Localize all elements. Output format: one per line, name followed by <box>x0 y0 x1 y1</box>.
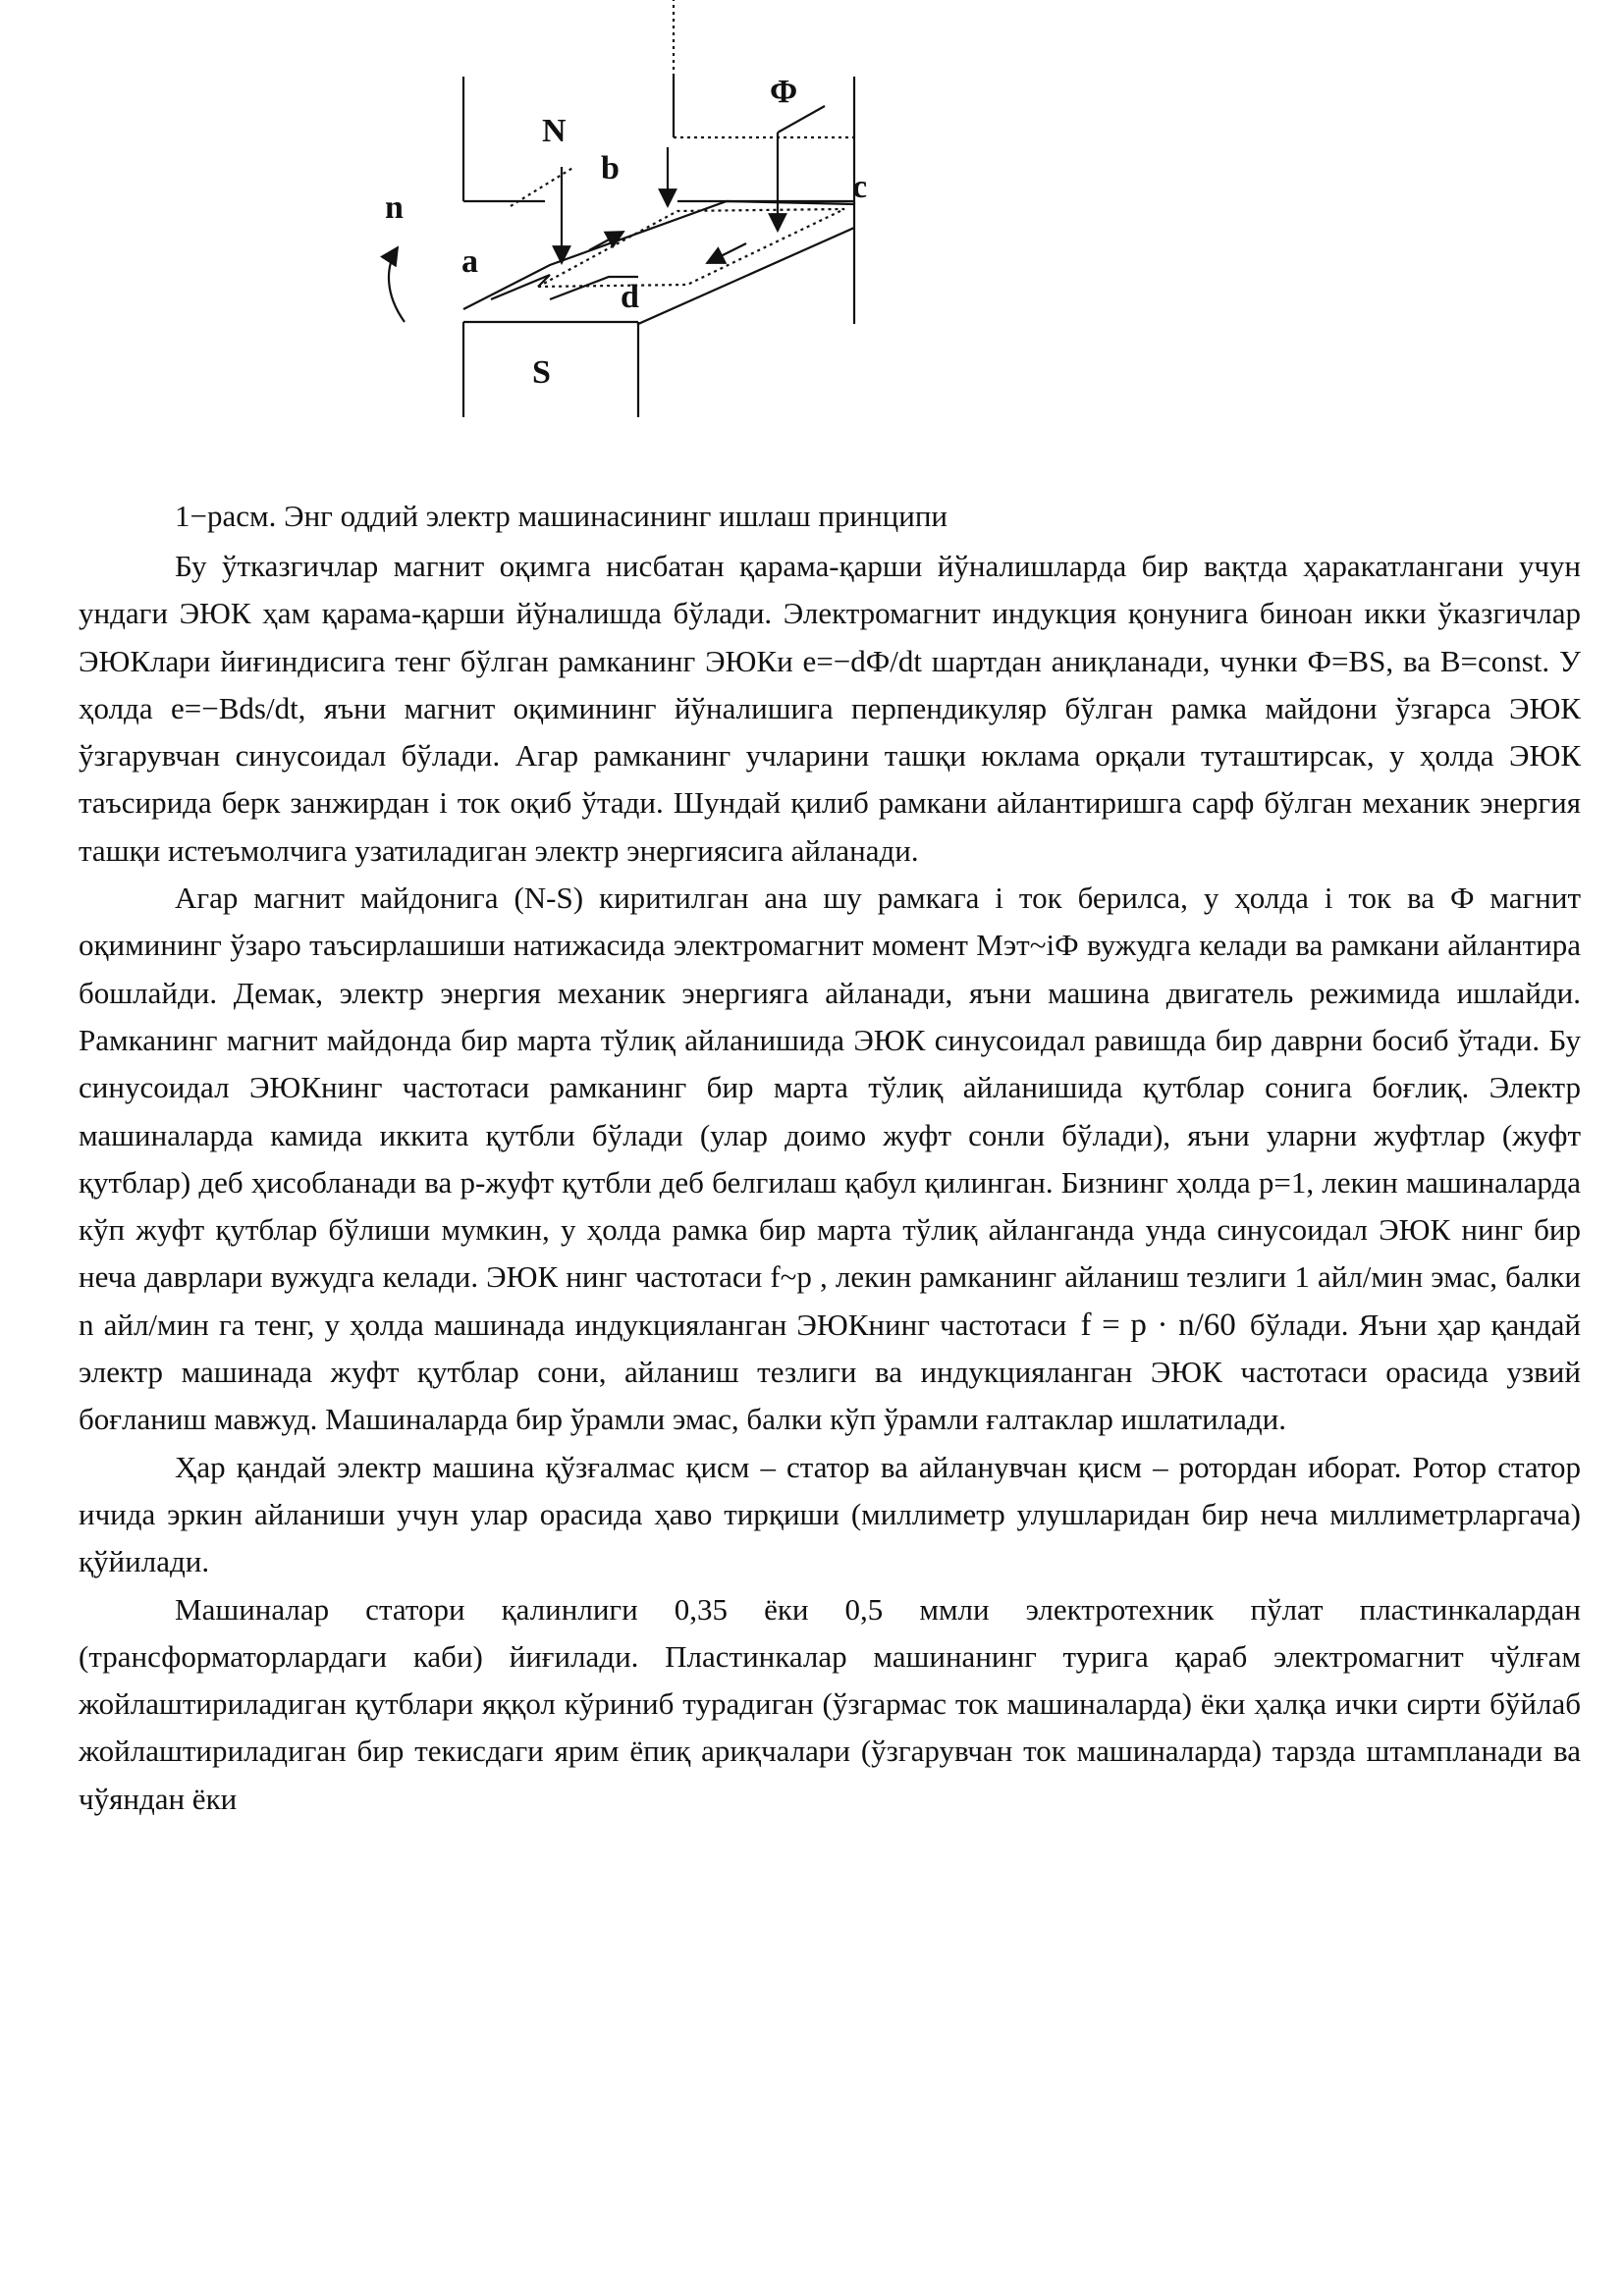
label-b: b <box>601 150 620 187</box>
s-pole-outline <box>463 322 638 417</box>
paragraph-4: Машиналар статори қалинлиги 0,35 ёки 0,5 ммли электротехник пўлат пластинкалардан (трансформаторлардаги каби) йиғилади. Пластинкалар машинанинг турига қараб электромагнит чўлғам жойлаштириладиган қутблари яққол кўриниб турадиган (ўзгармас ток машиналарда) ёки ҳалқа ички сирти бўйлаб жойлаштириладиган бир текисдаги ярим ёпиқ ариқчалари (ўзгарувчан ток машиналарда) тарзда штампланади ва чўяндан ёки <box>79 1591 1581 1816</box>
body-text <box>79 543 1581 1823</box>
rotation-arrow <box>389 247 405 322</box>
paragraph-2-part-2: бўлади. Яъни ҳар қандай электр машинада жуфт қутблар сони, айланиш тезлиги ва индукцияланган ЭЮК частотаси орасида узвий боғланиш мавжуд. Машиналарда бир ўрамли эмас, балки кўп ўрамли ғалтаклар ишлатилади. <box>79 1307 1582 1437</box>
n-pole-outline <box>463 77 545 201</box>
label-c: c <box>852 169 868 205</box>
label-n-pole: N <box>542 113 567 149</box>
label-d: d <box>621 279 639 315</box>
label-a: a <box>461 243 478 280</box>
label-n-rotation: n <box>385 189 404 226</box>
paragraph-1: Бу ўтказгичлар магнит оқимга нисбатан қарама-қарши йўналишларда бир вақтда ҳаракатлангани учун ундаги ЭЮК ҳам қарама-қарши йўналишда бўлади. Электромагнит индукция қонунига биноан икки ўказгичлар ЭЮКлари йиғиндисига тенг бўлган рамканинг ЭЮКи e=−dФ/dt шартдан аниқланади, чунки Ф=BS, ва B=const. У ҳолда e=−Bds/dt, яъни магнит оқимининг йўналишига перпендикуляр бўлган рамка майдони ўзгарса ЭЮК ўзгарувчан синусоидал бўлади. Агар рамканинг учларини ташқи юклама орқали туташтирсак, у ҳолда ЭЮК таъсирида берк занжирдан i ток оқиб ўтади. Шундай қилиб рамкани айлантиришга сарф бўлган механик энергия ташқи истеъмолчига узатиладиган электр энергиясига айланади. <box>79 549 1581 868</box>
frequency-formula: f = p · n/60 <box>1080 1307 1236 1343</box>
armature-slab <box>463 201 854 324</box>
label-flux: Φ <box>770 74 798 110</box>
paragraph-3: Ҳар қандай электр машина қўзғалмас қисм – статор ва айланувчан қисм – ротордан иборат. Ротор статор ичида эркин айланиши учун улар орасида ҳаво тирқиши (миллиметр улушларидан бир неча миллиметрларгача) қўйилади. <box>79 1449 1581 1579</box>
flux-leader-line <box>778 106 825 133</box>
paragraph-2-part-1: Агар магнит майдонига (N-S) киритилган ана шу рамкага i ток берилса, у ҳолда i ток ва Ф магнит оқимининг ўзаро таъсирлашиши натижасида электромагнит момент Mэт~iФ вужудга келади ва рамкани айлантира бошлайди. Демак, электр энергия механик энергияга айланади, яъни машина двигатель режимида ишлайди. Рамканинг магнит майдонда бир марта тўлиқ айланишида ЭЮК синусоидал равишда бир даврни босиб ўтади. Бу синусоидал ЭЮКнинг частотаси рамканинг бир марта тўлиқ айланишида қутблар сонига боғлиқ. Электр машиналарда камида иккита қутбли бўлади (улар доимо жуфт сонли бўлади), яъни уларни жуфтлар (жуфт қутблар) деб ҳисобланади ва p-жуфт қутбли деб белгилаш қабул қилинган. Бизнинг ҳолда p=1, лекин машиналарда кўп жуфт қутблар бўлиши мумкин, у ҳолда рамка бир марта тўлиқ айланганда унда синусоидал ЭЮК нинг бир неча даврлари вужудга келади. ЭЮК нинг частотаси f~p , лекин рамканинг айланиш тезлиги 1 айл/мин эмас, балки n айл/мин га тенг, у ҳолда машинада индукцияланган ЭЮКнинг частотаси <box>79 881 1581 1342</box>
coil-frame <box>538 209 844 287</box>
upper-right-pole-outline <box>674 77 854 204</box>
figure-caption: 1−расм. Энг оддий электр машинасининг ишлаш принципи <box>175 499 948 533</box>
label-s-pole: S <box>532 354 551 391</box>
electric-machine-principle-diagram <box>0 0 1624 461</box>
paragraph-2 <box>79 875 1581 1444</box>
